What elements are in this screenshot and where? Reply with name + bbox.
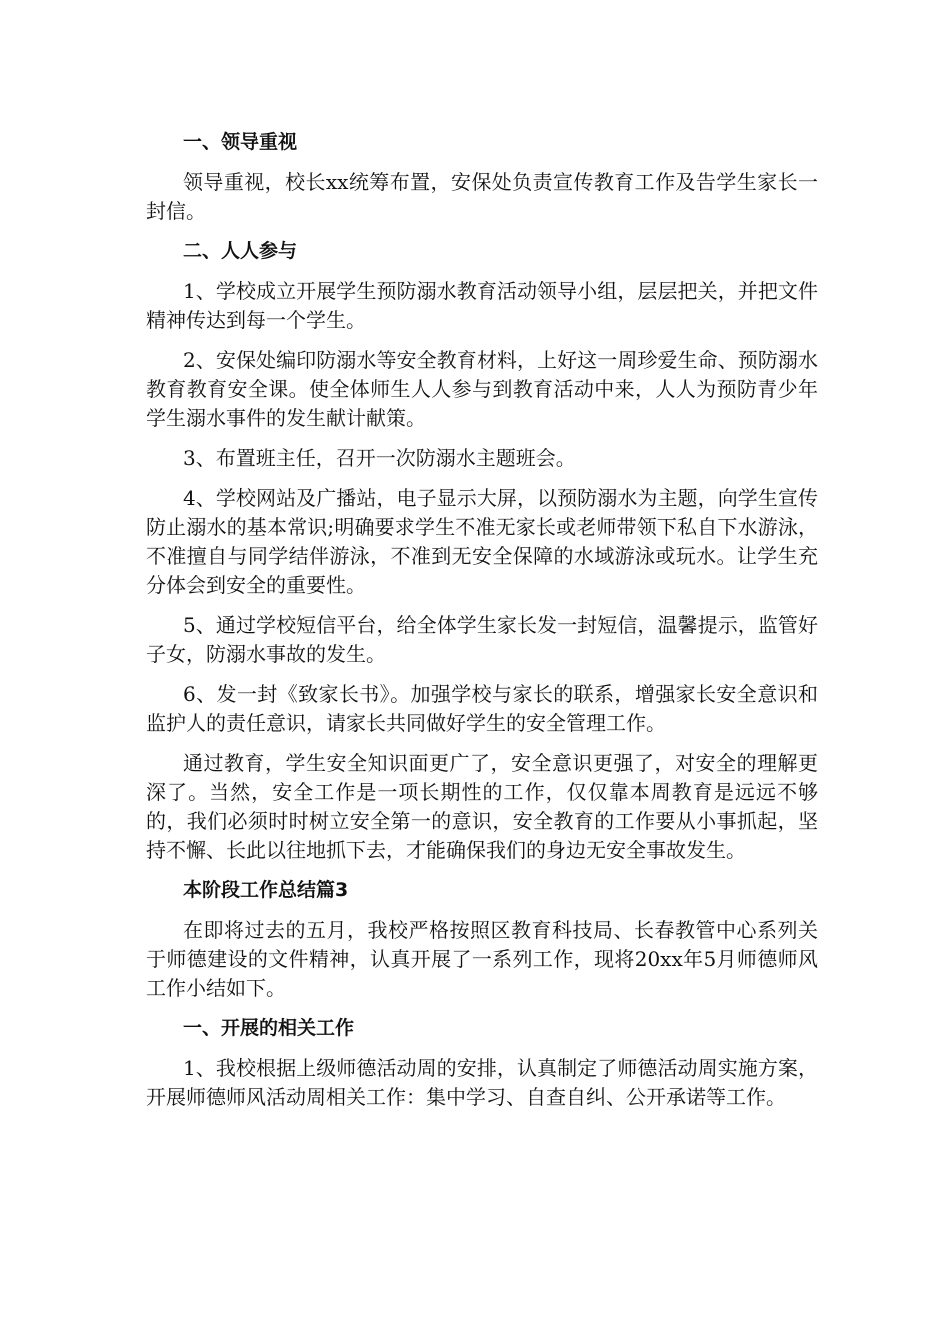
section-heading-participation: 二、人人参与 bbox=[183, 240, 298, 262]
paragraph-item-4: 4、学校网站及广播站，电子显示大屏，以预防溺水为主题，向学生宣传防止溺水的基本常识;明确要求学生不准无家长或老师带领下私自下水游泳，不准擅自与同学结伴游泳，不准到无安全保障的水域游泳或玩水。让学生充分体会到安全的重要性。 bbox=[146, 486, 818, 597]
section-heading-summary-3: 本阶段工作总结篇3 bbox=[183, 879, 349, 901]
section-heading-leadership: 一、领导重视 bbox=[183, 131, 298, 153]
paragraph-item-5: 5、通过学校短信平台，给全体学生家长发一封短信，温馨提示，监管好子女，防溺水事故的发生。 bbox=[146, 613, 818, 666]
paragraph-conclusion: 通过教育，学生安全知识面更广了，安全意识更强了，对安全的理解更深了。当然，安全工作是一项长期性的工作，仅仅靠本周教育是远远不够的，我们必须时时树立安全第一的意识，安全教育的工作要从小事抓起，坚持不懈、长此以往地抓下去，才能确保我们的身边无安全事故发生。 bbox=[146, 751, 818, 862]
paragraph-item-1: 1、学校成立开展学生预防溺水教育活动领导小组，层层把关，并把文件精神传达到每一个学生。 bbox=[146, 279, 818, 332]
section-heading-related-work: 一、开展的相关工作 bbox=[183, 1017, 355, 1039]
paragraph-item-3: 3、布置班主任，召开一次防溺水主题班会。 bbox=[183, 446, 576, 470]
paragraph-leadership: 领导重视，校长xx统筹布置，安保处负责宣传教育工作及告学生家长一封信。 bbox=[146, 170, 818, 223]
paragraph-intro-may: 在即将过去的五月，我校严格按照区教育科技局、长春教管中心系列关于师德建设的文件精神，认真开展了一系列工作，现将20xx年5月师德师风工作小结如下。 bbox=[146, 918, 818, 1000]
paragraph-item-6: 6、发一封《致家长书》。加强学校与家长的联系，增强家长安全意识和监护人的责任意识，请家长共同做好学生的安全管理工作。 bbox=[146, 682, 818, 735]
document-page bbox=[146, 128, 818, 1123]
paragraph-related-item-1: 1、我校根据上级师德活动周的安排，认真制定了师德活动周实施方案，开展师德师风活动周相关工作：集中学习、自查自纠、公开承诺等工作。 bbox=[146, 1056, 818, 1109]
paragraph-item-2: 2、安保处编印防溺水等安全教育材料，上好这一周珍爱生命、预防溺水教育教育安全课。使全体师生人人参与到教育活动中来，人人为预防青少年学生溺水事件的发生献计献策。 bbox=[146, 348, 818, 430]
